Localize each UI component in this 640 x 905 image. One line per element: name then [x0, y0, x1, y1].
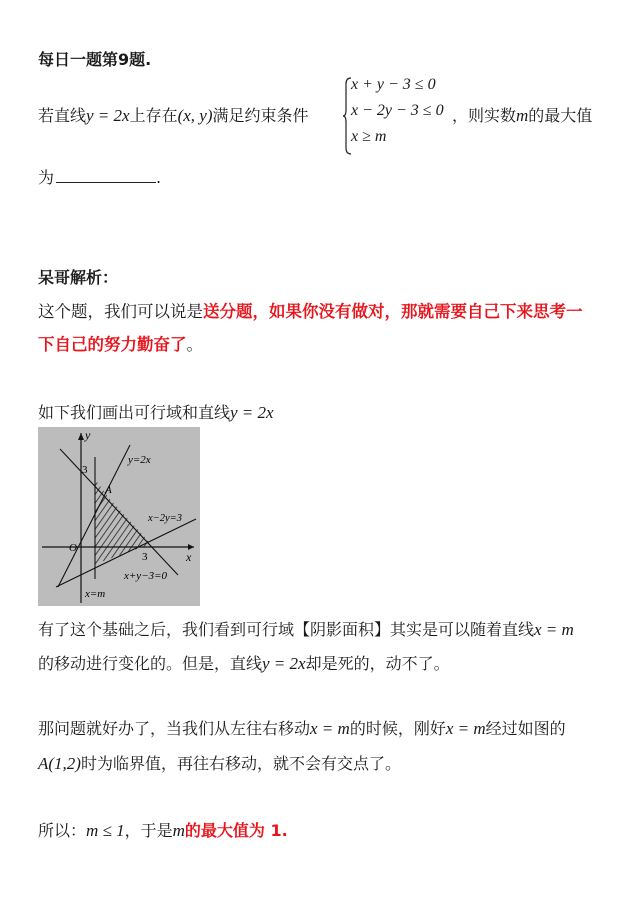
para3-eq1: x = m — [534, 620, 574, 639]
label-x-plus-y: x+y−3=0 — [124, 570, 168, 582]
analysis-heading: 呆哥解析： — [38, 268, 119, 287]
problem-line-1 — [38, 103, 309, 126]
para1-highlight-a: 送分题，如果你没有做对，那就需要自己下来思考一 — [203, 302, 583, 321]
y-axis-arrow-icon — [78, 433, 84, 440]
para5-eq: m ≤ 1 — [86, 821, 125, 840]
para3-eq2: y = 2x — [262, 654, 306, 673]
analysis-para-3-line-1 — [38, 617, 574, 640]
problem-tail-b: 的最大值 — [528, 106, 593, 125]
problem-tail — [452, 103, 592, 126]
analysis-para-2 — [38, 400, 274, 423]
analysis-para-3-line-2 — [38, 651, 450, 674]
para3-a: 有了这个基础之后，我们看到可行域【阴影面积】其实是可以随着直线 — [38, 620, 535, 639]
para4-d: 时为临界值，再往右移动，就不会有交点了。 — [80, 754, 401, 773]
x-intercept-3: 3 — [142, 551, 148, 563]
problem-title: 每日一题第9题. — [38, 50, 152, 69]
label-x-minus-2y: x−2y=3 — [148, 513, 182, 524]
para1-highlight-b: 下自己的努力勤奋了 — [38, 335, 187, 354]
line2-suffix: . — [156, 168, 162, 187]
para1-end: 。 — [186, 335, 203, 354]
analysis-conclusion — [38, 818, 288, 841]
origin-label: O — [69, 542, 77, 554]
constraint-2: x − 2y − 3 ≤ 0 — [351, 102, 444, 119]
constraint-1: x + y − 3 ≤ 0 — [351, 76, 436, 93]
para5-b: ，于是 — [124, 821, 173, 840]
line-equation: y = 2x — [86, 106, 130, 125]
para3-c: 却是死的，动不了。 — [305, 654, 450, 673]
para4-b: 的时候，刚好 — [349, 719, 446, 738]
problem-mid: 上存在 — [129, 106, 178, 125]
feasible-region-graph — [38, 427, 200, 606]
analysis-para-1-line-1 — [38, 298, 583, 322]
para2-equation: y = 2x — [230, 403, 274, 422]
y-axis-label: y — [85, 428, 91, 442]
para2-prefix: 如下我们画出可行域和直线 — [38, 403, 231, 422]
para4-eq2: x = m — [445, 719, 486, 738]
para1-plain: 这个题，我们可以说是 — [38, 302, 203, 321]
point-a-label: A — [105, 484, 112, 496]
para4-c: 经过如图的 — [485, 719, 566, 738]
point-xy: (x, y) — [177, 106, 213, 125]
y-intercept-3: 3 — [82, 464, 88, 476]
condition-text: 满足约束条件 — [212, 106, 309, 125]
problem-tail-a: ，则实数 — [452, 106, 517, 125]
para5-m: m — [172, 821, 185, 840]
x-axis-label: x — [186, 550, 192, 564]
feasible-region-figure — [38, 427, 200, 606]
label-y-equals-2x: y=2x — [128, 454, 151, 466]
analysis-para-4-line-1 — [38, 716, 566, 739]
constraint-system — [343, 76, 453, 156]
para5-answer: 的最大值为 1. — [184, 821, 288, 840]
problem-line-2 — [38, 165, 161, 188]
problem-prefix: 若直线 — [38, 106, 87, 125]
para5-a: 所以： — [38, 821, 87, 840]
para3-b: 的移动进行变化的。但是，直线 — [38, 654, 263, 673]
para4-eq1: x = m — [310, 719, 350, 738]
analysis-para-1-line-2 — [38, 331, 203, 355]
label-x-equals-m: x=m — [85, 588, 106, 600]
answer-blank — [56, 168, 156, 183]
para4-a: 那问题就好办了，当我们从左往右移动 — [38, 719, 311, 738]
para4-point: A(1,2) — [38, 754, 81, 773]
line2-prefix: 为 — [38, 168, 55, 187]
variable-m: m — [516, 106, 529, 125]
analysis-para-4-line-2 — [38, 751, 401, 774]
constraint-3: x ≥ m — [351, 128, 387, 145]
